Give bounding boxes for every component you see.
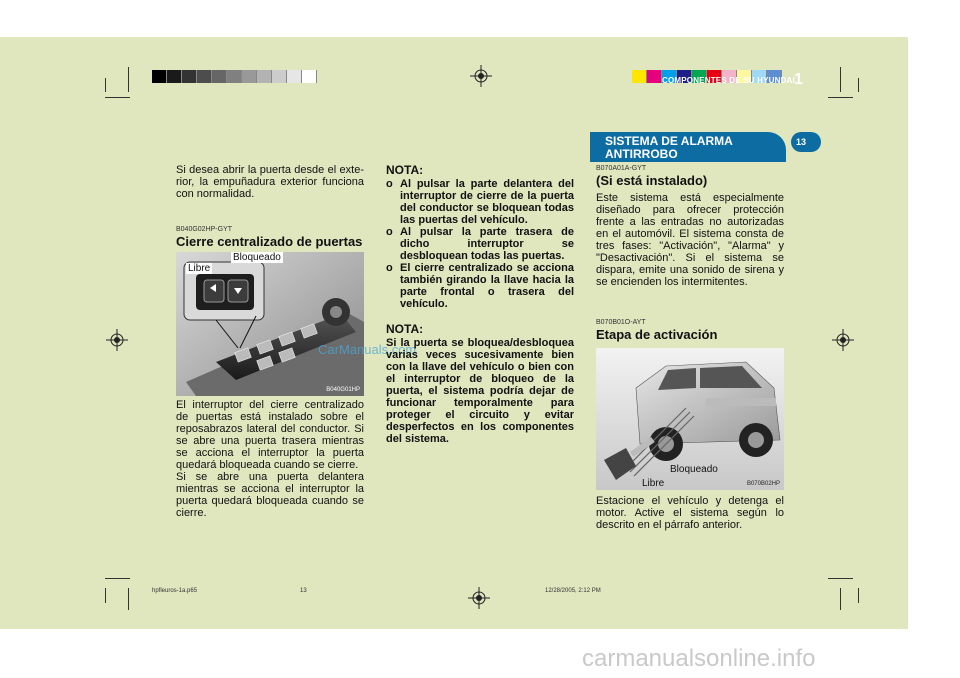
color-swatch bbox=[302, 70, 317, 83]
section-code: B070B01O-AYT bbox=[596, 319, 646, 326]
label-libre: Libre bbox=[188, 263, 211, 274]
figure-code: B040G01HP bbox=[326, 387, 360, 393]
body-paragraph: Este sistema está especialmente diseñado para ofrecer protección frente a las entradas no autorizadas en el automóvil. El sistema consta de tres fases: "Activación", "Alarma" y "Desactivación". Si el sistema se dispara, emite una sonido de sirena y se encienden los intermitentes. bbox=[596, 192, 784, 288]
section-heading: Cierre centralizado de puertas bbox=[176, 234, 363, 249]
label-bloqueado: Bloqueado bbox=[670, 464, 718, 475]
color-swatch bbox=[182, 70, 197, 83]
vehicle-figure bbox=[596, 348, 784, 490]
color-swatch bbox=[242, 70, 257, 83]
right-column bbox=[596, 164, 784, 346]
site-watermark: carmanualsonline.info bbox=[582, 645, 816, 672]
left-column-body bbox=[176, 399, 364, 519]
color-swatch bbox=[152, 70, 167, 83]
footer-timestamp: 12/28/2005, 2:12 PM bbox=[545, 588, 601, 594]
color-swatch bbox=[212, 70, 227, 83]
door-switch-figure bbox=[176, 252, 364, 396]
note-list bbox=[386, 178, 574, 310]
body-paragraph: El interruptor del cierre centralizado de puertas está instalado sobre el reposabrazos lateral del conductor. Si se abre una puerta trasera mientras se acciona el interruptor la puerta quedará bloqueada cuando se cierre. bbox=[176, 399, 364, 471]
color-swatch bbox=[197, 70, 212, 83]
middle-column bbox=[386, 164, 574, 445]
page-number: 13 bbox=[796, 137, 807, 147]
color-bar-grayscale bbox=[152, 70, 317, 83]
intro-paragraph: Si desea abrir la puerta desde el exte-rior, la empuñadura exterior funciona con normalidad. bbox=[176, 164, 364, 200]
body-paragraph-2: Si se abre una puerta delantera mientras se acciona el interruptor la puerta quedará bloqueada cuando se cierre. bbox=[176, 471, 364, 519]
right-column-body bbox=[596, 495, 784, 531]
watermark: CarManuals.com bbox=[318, 342, 417, 357]
chapter-number: 1 bbox=[794, 71, 803, 88]
color-swatch bbox=[257, 70, 272, 83]
label-libre: Libre bbox=[642, 478, 665, 489]
label-bloqueado: Bloqueado bbox=[233, 252, 281, 263]
list-item: o Al pulsar la parte trasera de dicho interruptor se desbloquean todas las puertas. bbox=[386, 226, 574, 262]
left-column bbox=[176, 164, 364, 253]
section-title: SISTEMA DE ALARMA ANTIRROBO bbox=[605, 134, 733, 161]
note-title: NOTA: bbox=[386, 322, 424, 336]
registration-target-icon bbox=[106, 329, 128, 351]
section-code: B040G02HP-GYT bbox=[176, 226, 233, 233]
footer-page: 13 bbox=[300, 588, 307, 594]
section-code: B070A01A-GYT bbox=[596, 165, 647, 172]
note-title: NOTA: bbox=[386, 163, 424, 177]
list-item: o El cierre centralizado se acciona también girando la llave hacia la parte frontal o trasera del vehículo. bbox=[386, 262, 574, 310]
color-swatch bbox=[272, 70, 287, 83]
color-swatch bbox=[167, 70, 182, 83]
figure-code: B070B02HP bbox=[746, 481, 780, 487]
color-swatch bbox=[287, 70, 302, 83]
section-heading: (Si está instalado) bbox=[596, 173, 708, 188]
note-text: Si la puerta se bloquea/desbloquea varias veces sucesivamente bien con la llave del vehículo o bien con el interruptor de bloqueo de la puerta, el sistema podría dejar de funcionar temporalmente para proteger el circuito y evitar desperfectos en los componentes del sistema. bbox=[386, 337, 574, 445]
registration-target-icon bbox=[470, 65, 492, 87]
section-heading: Etapa de activación bbox=[596, 327, 718, 342]
registration-target-icon bbox=[832, 329, 854, 351]
list-item: o Al pulsar la parte delantera del interruptor de cierre de la puerta del conductor se bloquean todas las puertas del vehículo. bbox=[386, 178, 574, 226]
registration-target-icon bbox=[468, 587, 490, 609]
color-swatch bbox=[227, 70, 242, 83]
chapter-title: COMPONENTES DE SU HYUNDAI bbox=[661, 76, 795, 85]
body-paragraph: Estacione el vehículo y detenga el motor. Active el sistema según lo descrito en el párrafo anterior. bbox=[596, 495, 784, 531]
footer-file: hpfleuros-1a.p65 bbox=[152, 588, 198, 594]
